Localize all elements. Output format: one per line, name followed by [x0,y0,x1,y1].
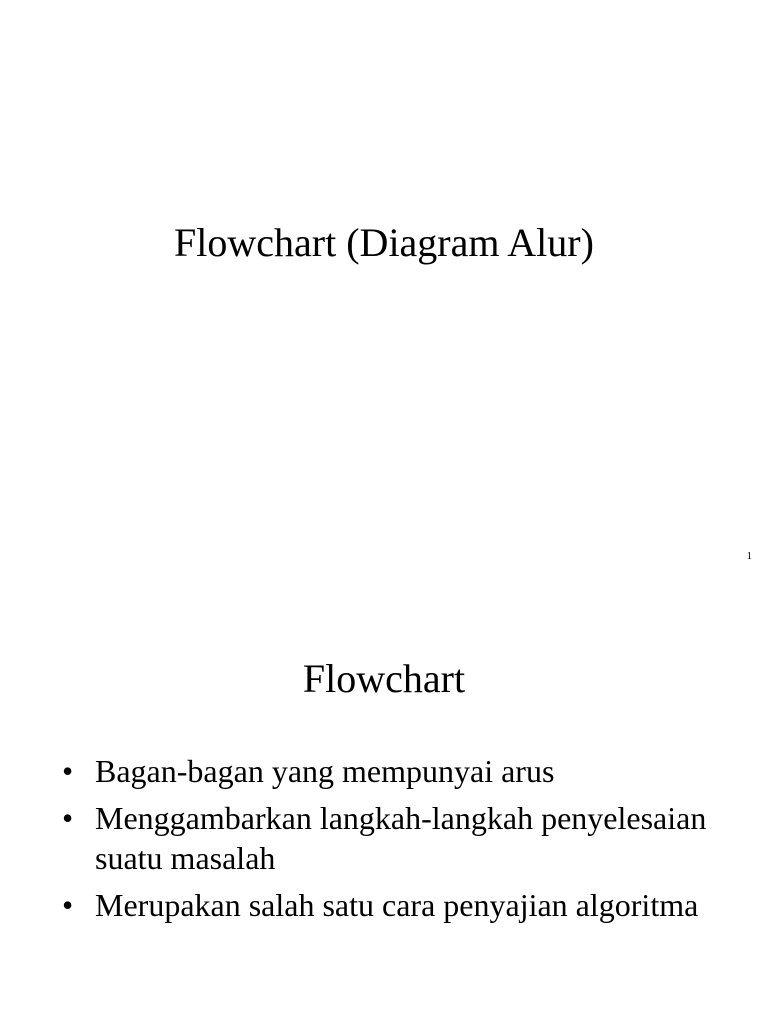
bullet-marker: • [62,800,74,836]
bullet-item [62,751,742,791]
slide-title: Flowchart (Diagram Alur) [174,220,594,265]
slide-title: Flowchart [302,656,466,701]
bullet-item [62,798,742,878]
bullet-list [62,751,742,932]
bullet-marker: • [62,887,74,923]
slide-2 [0,576,768,1024]
bullet-item [62,885,742,925]
bullet-text: Merupakan salah satu cara penyajian algoritma [95,887,699,923]
page-number: 1 [746,550,752,562]
bullet-text: Menggambarkan langkah-langkah penyelesaian suatu masalah [95,800,707,876]
bullet-text: Bagan-bagan yang mempunyai arus [95,753,555,789]
bullet-marker: • [62,753,74,789]
